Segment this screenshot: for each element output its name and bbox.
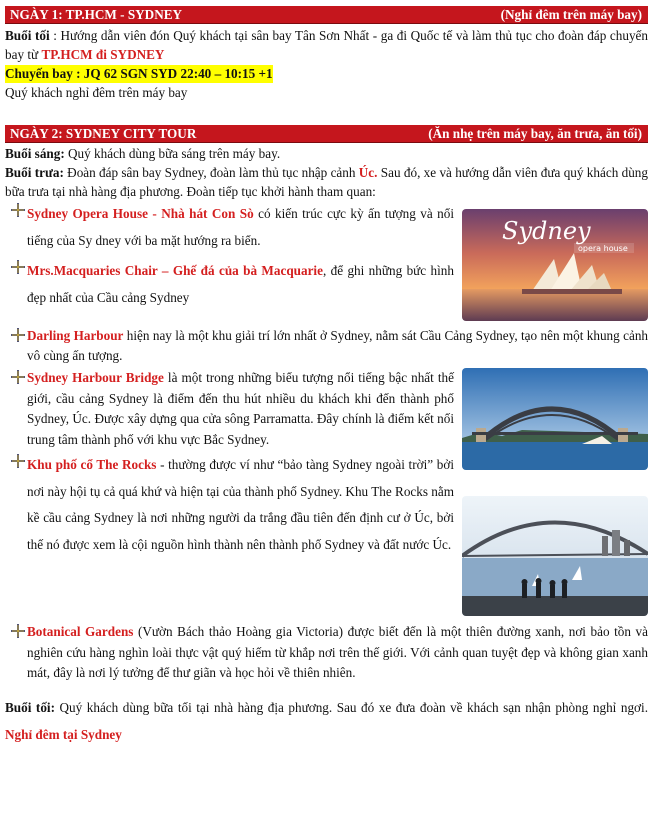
sight-desc: có kiến trúc cực kỳ ấn tượng và nổi tiếng của Sy dney với ba mặt hướng ra biển. xyxy=(27,206,454,248)
sight-desc: (Vườn Bách thảo Hoàng gia Victoria) được biết đến là một thiên đường xanh, nơi bảo tồn và nghiên cứu hàng nghìn loài thực vật quý hiếm từ khắp nơi trên thế giới. Với cảnh quan tuyệt đẹp và không gian xanh mát, đây là nơi lý tưởng để thư giãn và học hỏi về thiên nhiên. xyxy=(27,624,648,680)
day2-title: NGÀY 2: SYDNEY CITY TOUR xyxy=(10,126,197,141)
harbour-bridge-photo xyxy=(462,368,648,470)
day2-morning-text: Quý khách dùng bữa sáng trên máy bay. xyxy=(64,146,281,161)
itinerary-page xyxy=(5,6,648,748)
day1-banner xyxy=(5,6,648,24)
list-item-darling xyxy=(5,326,648,366)
opera-logo-text: Sydney xyxy=(502,217,591,245)
day1-evening xyxy=(5,26,648,64)
day2-morning-label: Buổi sáng: xyxy=(5,146,65,161)
day1-route: TP.HCM đi SYDNEY xyxy=(41,47,165,62)
flight-info: Chuyến bay : JQ 62 SGN SYD 22:40 – 10:15 +1 xyxy=(5,66,273,81)
day2-noon-text-1: Đoàn đáp sân bay Sydney, đoàn làm thủ tục nhập cảnh xyxy=(63,165,359,180)
sight-desc: - thường được ví như “bảo tàng Sydney ngoài trời” bởi nơi này hội tụ cả quá khứ và hiện tại của thành phố Sydney. Khu The Rocks nằm kề cầu cảng Sydney là nơi những người da trắng đầu tiên đến định cư ở Úc, bởi thế nó được xem là cội nguồn hình thành nên thành phố Sydney và đất nước Úc. xyxy=(27,457,454,552)
day1-flight xyxy=(5,64,648,83)
sight-name: Darling Harbour xyxy=(27,328,124,343)
day2-noon-country: Úc. xyxy=(358,165,378,180)
pin-icon xyxy=(5,452,27,470)
day1-evening-text: : Hướng dẫn viên đón Quý khách tại sân bay Tân Sơn Nhất - ga đi Quốc tế và làm thủ tục cho đoàn đáp chuyến bay từ xyxy=(5,28,648,62)
pin-icon xyxy=(5,258,27,276)
pin-icon xyxy=(5,201,27,219)
day2-noon-label: Buổi trưa: xyxy=(5,165,64,180)
day2-noon-text-2: Sau đó, xe và hướng dẫn viên đưa quý khách dùng bữa trưa tại nhà hàng địa phương. Đoàn tiếp tục khởi hành tham quan: xyxy=(5,165,648,199)
pin-icon xyxy=(5,622,27,640)
day2-evening-label: Buổi tối: xyxy=(5,699,55,715)
opera-block xyxy=(5,201,648,321)
list-item-macquarie xyxy=(5,258,454,311)
sight-name: Mrs.Macquaries Chair – Ghế đá của bà Macquarie xyxy=(27,263,323,278)
day2-banner xyxy=(5,125,648,143)
list-item-bridge xyxy=(5,368,454,450)
sight-name: Botanical Gardens xyxy=(27,624,134,639)
day1-overnight: Quý khách nghỉ đêm trên máy bay xyxy=(5,85,188,100)
day2-noon xyxy=(5,163,648,201)
opera-house-photo xyxy=(462,209,648,321)
pin-icon xyxy=(5,368,27,386)
day2-meal-note: (Ăn nhẹ trên máy bay, ăn trưa, ăn tối) xyxy=(428,126,642,141)
sight-name: Sydney Opera House - Nhà hát Con Sò xyxy=(27,206,254,221)
opera-logo-subtext: opera house xyxy=(578,244,628,253)
list-item-botanical xyxy=(5,622,648,684)
sight-desc: hiện nay là một khu giải trí lớn nhất ở Sydney, nằm sát Cầu Cảng Sydney, tạo nên một khung cảnh vô cùng ấn tượng. xyxy=(27,328,649,363)
sight-name: Khu phố cổ The Rocks xyxy=(27,457,157,472)
day2-evening-text: Quý khách dùng bữa tối tại nhà hàng địa phương. Sau đó xe đưa đoàn về khách sạn nhận phòng nghỉ ngơi. xyxy=(54,699,648,715)
bridge-block xyxy=(5,368,648,616)
day1-meal-note: (Nghỉ đêm trên máy bay) xyxy=(500,7,642,22)
day1-evening-label: Buổi tối xyxy=(5,28,50,43)
sight-name: Sydney Harbour Bridge xyxy=(27,370,164,385)
list-item-opera xyxy=(5,201,454,254)
sight-desc: là một trong những biểu tượng nổi tiếng bậc nhất thế giới, cầu cảng Sydney là điểm đến thu hút nhiều du khách khi đến thành phố Sydney, Úc. Được xây dựng qua cửa sông Parramatta. Đây chính là điểm kết nối trung tâm thành phố với khu vực Bắc Sydney. xyxy=(27,370,454,447)
sight-desc: , để ghi những bức hình đẹp nhất của Cầu cảng Sydney xyxy=(27,263,454,305)
day1-title: NGÀY 1: TP.HCM - SYDNEY xyxy=(10,7,183,22)
list-item-rocks xyxy=(5,452,454,558)
pin-icon xyxy=(5,326,27,344)
the-rocks-photo xyxy=(462,496,648,616)
day2-morning xyxy=(5,144,648,163)
day2-evening xyxy=(5,694,648,748)
day2-overnight: Nghỉ đêm tại Sydney xyxy=(5,726,122,742)
